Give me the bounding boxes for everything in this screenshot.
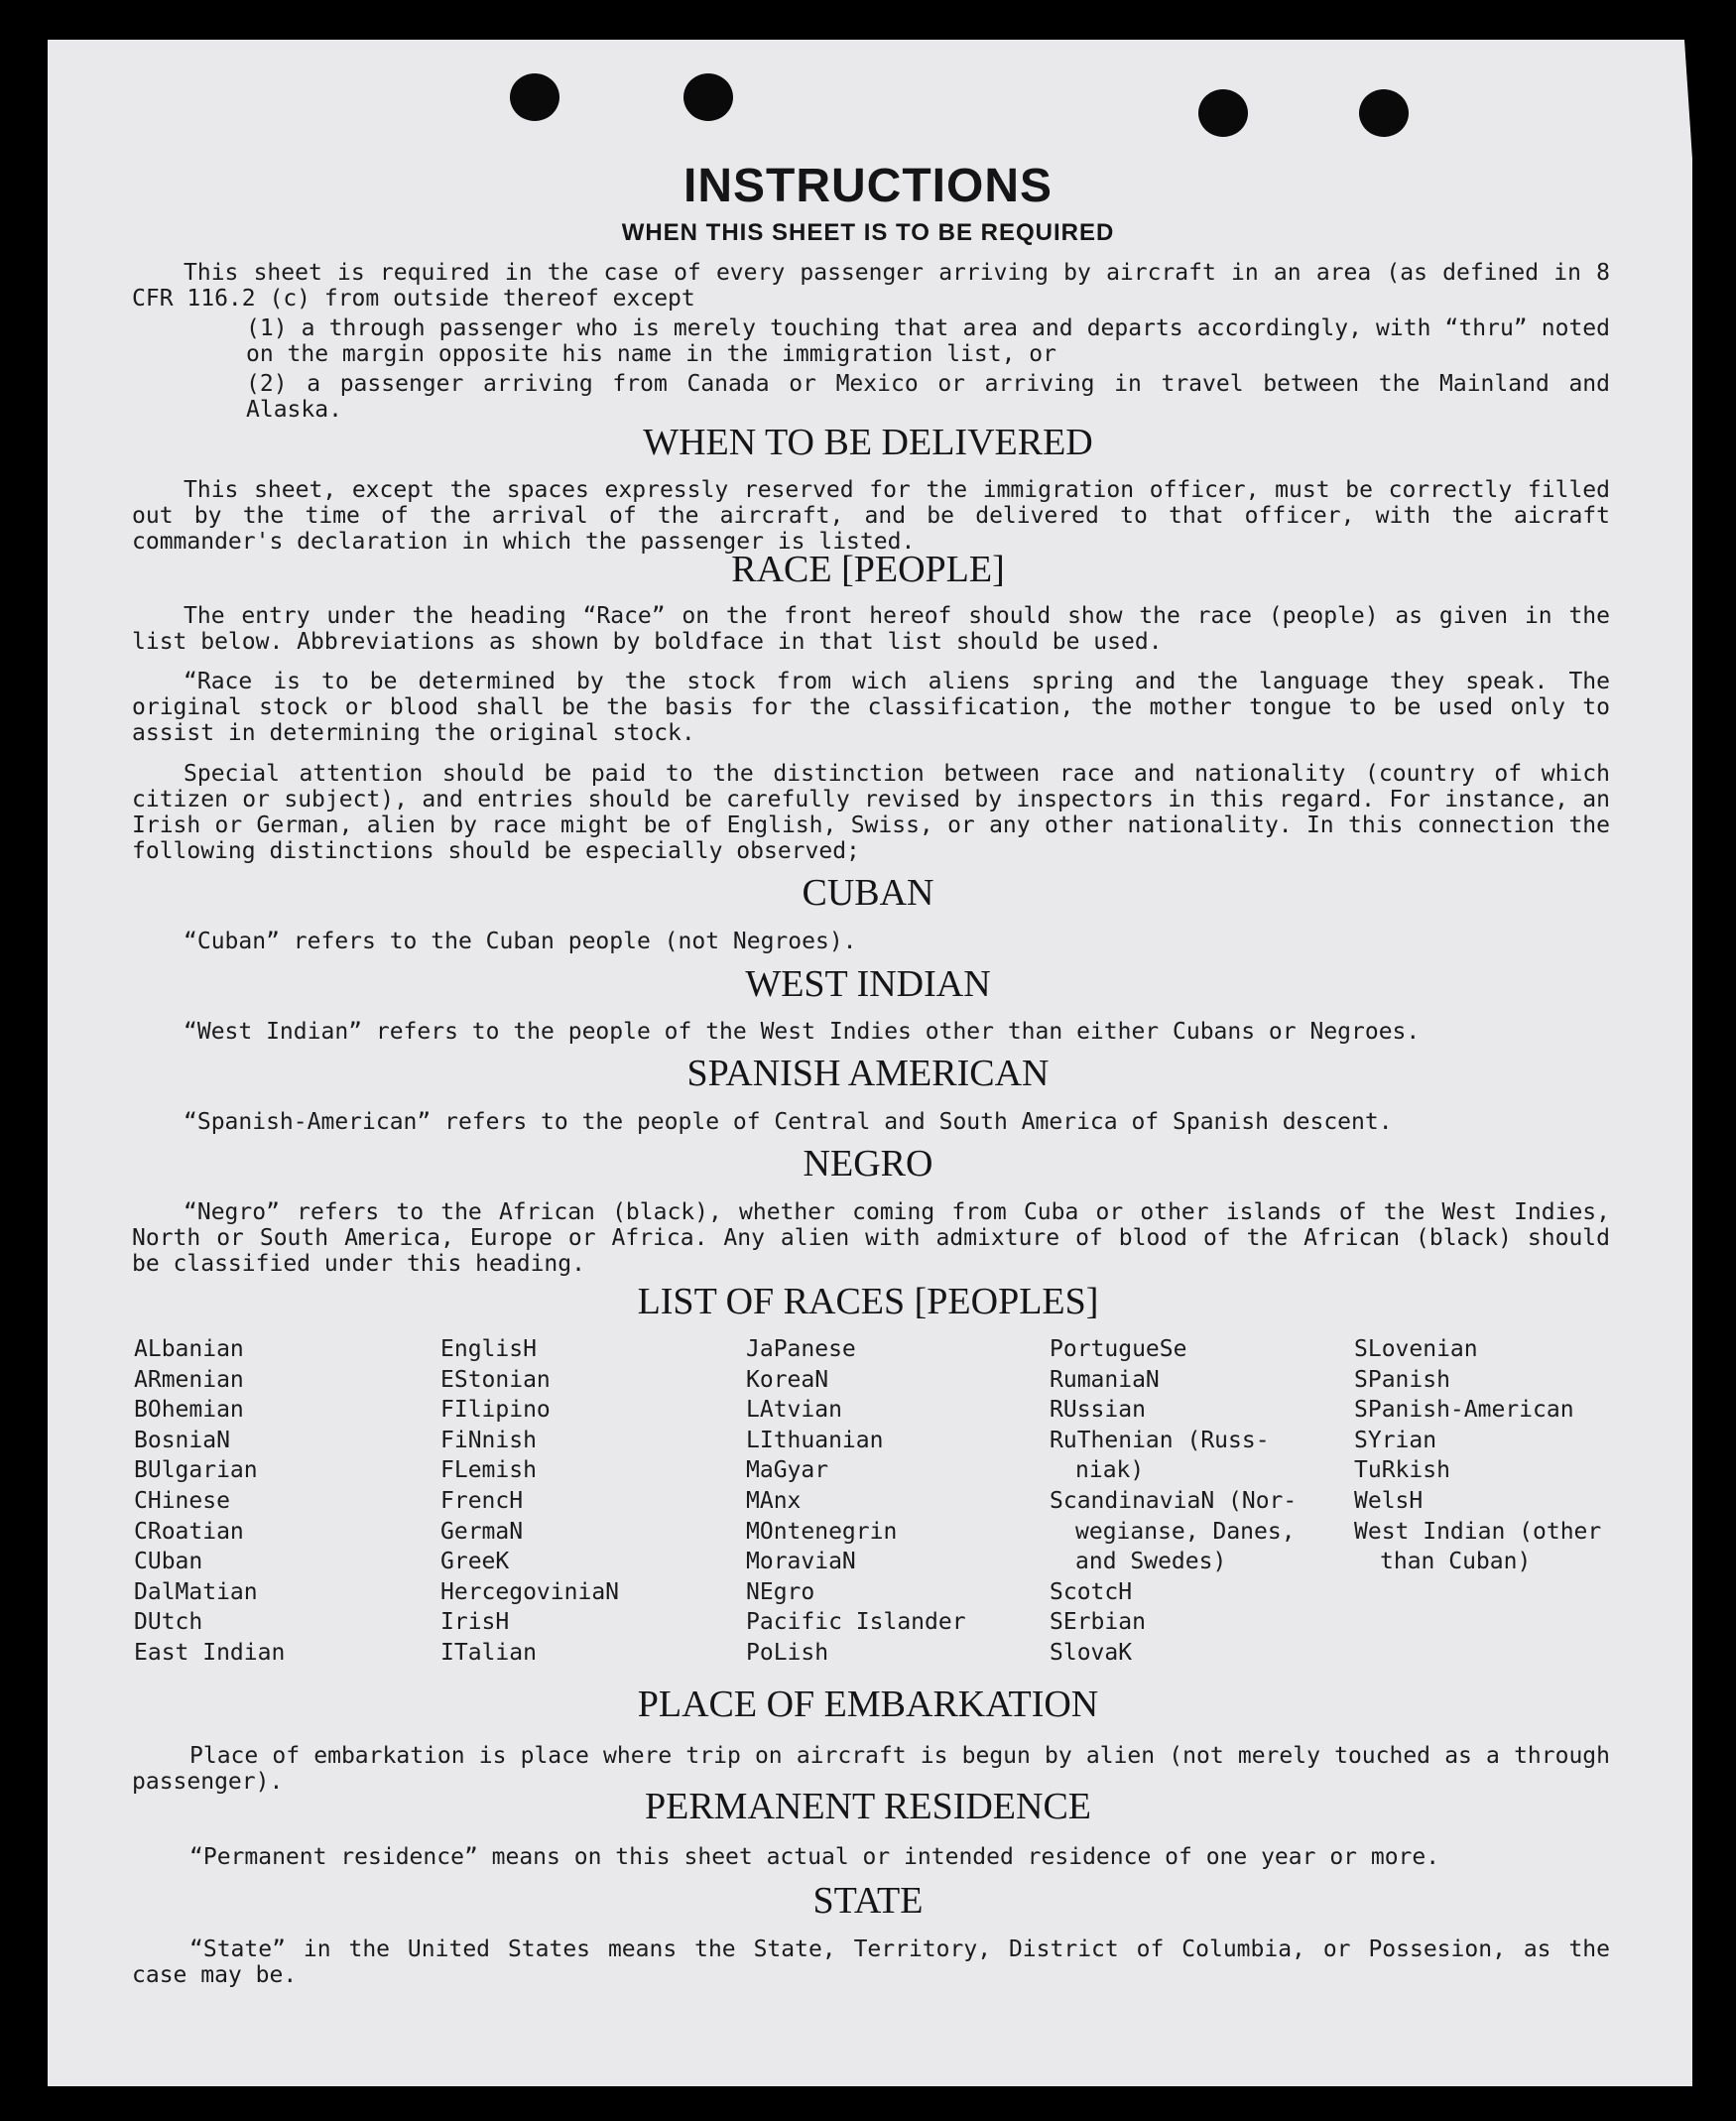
races-column-4 xyxy=(1050,1334,1297,1669)
race-item: MAnx xyxy=(746,1487,802,1514)
section-heading-cuban: CUBAN xyxy=(802,872,934,914)
race-item: ScandinaviaN (Nor- xyxy=(1050,1487,1298,1514)
race-item: CUban xyxy=(134,1549,203,1575)
race-item: CRoatian xyxy=(134,1518,244,1545)
race-item: SLovenian xyxy=(1354,1336,1478,1362)
race-paragraph-2: “Race is to be determined by the stock from wich aliens spring and the language they speak. The original stock or blood shall be the basis for the classification, the mother tongue to be used only to assist in determining the original stock. xyxy=(132,669,1610,746)
race-item: East Indian xyxy=(134,1639,286,1666)
race-item: ALbanian xyxy=(134,1336,244,1362)
punch-hole xyxy=(1359,89,1409,137)
race-item: wegianse, Danes, xyxy=(1075,1518,1296,1545)
race-item: LAtvian xyxy=(746,1397,842,1424)
page-subtitle: WHEN THIS SHEET IS TO BE REQUIRED xyxy=(621,219,1115,246)
race-item: MoraviaN xyxy=(746,1549,856,1575)
race-item: MaGyar xyxy=(746,1457,829,1484)
race-item: ScotcH xyxy=(1050,1578,1133,1605)
races-column-3 xyxy=(746,1334,966,1669)
spanish-american-text: “Spanish-American” refers to the people of Central and South America of Spanish descent. xyxy=(184,1109,1393,1135)
race-item: MOntenegrin xyxy=(746,1518,898,1545)
race-item: FIlipino xyxy=(440,1397,551,1424)
negro-text: “Negro” refers to the African (black), whether coming from Cuba or other islands of the West Indies, North or South America, Europe or Africa. Any alien with admixture of blood of the African (black) should be classified under this heading. xyxy=(132,1199,1610,1277)
races-column-5 xyxy=(1354,1334,1601,1577)
section-heading-race: RACE [PEOPLE] xyxy=(731,549,1005,590)
race-item: SPanish-American xyxy=(1354,1397,1574,1424)
race-item: NEgro xyxy=(746,1578,815,1605)
race-item: and Swedes) xyxy=(1075,1549,1227,1575)
intro-paragraph: This sheet is required in the case of every passenger arriving by aircraft in an area (as defined in 8 CFR 116.2 (c) from outside thereof except xyxy=(132,260,1610,312)
race-item: BosniaN xyxy=(134,1427,230,1453)
race-item: GreeK xyxy=(440,1549,510,1575)
residence-text: “Permanent residence” means on this sheet actual or intended residence of one year or more. xyxy=(189,1844,1440,1870)
races-column-2 xyxy=(440,1334,619,1669)
race-item: DalMatian xyxy=(134,1578,258,1605)
race-item: BUlgarian xyxy=(134,1457,258,1484)
delivered-text: This sheet, except the spaces expressly reserved for the immigration officer, must be correctly filled out by the time of the arrival of the aircraft, and be delivered to that officer, with the aicraft commander's declaration in which the passenger is listed. xyxy=(132,477,1610,555)
section-heading-delivered: WHEN TO BE DELIVERED xyxy=(643,422,1093,463)
race-item: Pacific Islander xyxy=(746,1609,966,1636)
race-item: FrencH xyxy=(440,1487,524,1514)
exception-2: (2) a passenger arriving from Canada or Mexico or arriving in travel between the Mainland and Alaska. xyxy=(246,371,1610,423)
race-paragraph-1: The entry under the heading “Race” on the front hereof should show the race (people) as given in the list below. Abbreviations as shown by boldface in that list should be used. xyxy=(132,603,1610,655)
section-heading-races: LIST OF RACES [PEOPLES] xyxy=(637,1281,1099,1322)
section-heading-negro: NEGRO xyxy=(803,1143,933,1185)
embarkation-text: Place of embarkation is place where trip on aircraft is begun by alien (not merely touched as a through passenger). xyxy=(132,1743,1610,1795)
race-item: RumaniaN xyxy=(1050,1366,1160,1393)
race-item: EStonian xyxy=(440,1366,551,1393)
race-item: FLemish xyxy=(440,1457,537,1484)
races-column-1 xyxy=(134,1334,285,1669)
punch-hole xyxy=(683,73,733,121)
race-item: niak) xyxy=(1075,1457,1145,1484)
race-item: PortugueSe xyxy=(1050,1336,1187,1362)
race-item: SPanish xyxy=(1354,1366,1450,1393)
race-paragraph-3: Special attention should be paid to the distinction between race and nationality (country of which citizen or subject), and entries should be carefully revised by inspectors in this regard. For instance, an Irish or German, alien by race might be of English, Swiss, or any other nationality. In this connection the following distinctions should be especially observed; xyxy=(132,761,1610,864)
race-item: RUssian xyxy=(1050,1397,1146,1424)
state-text: “State” in the United States means the State, Territory, District of Columbia, or Possesion, as the case may be. xyxy=(132,1936,1610,1988)
race-item: KoreaN xyxy=(746,1366,829,1393)
race-item: West Indian (other xyxy=(1354,1518,1602,1545)
section-heading-embarkation: PLACE OF EMBARKATION xyxy=(637,1684,1099,1725)
race-item: GermaN xyxy=(440,1518,524,1545)
race-item: EnglisH xyxy=(440,1336,537,1362)
west-indian-text: “West Indian” refers to the people of the West Indies other than either Cubans or Negroes. xyxy=(184,1019,1421,1045)
race-item: ARmenian xyxy=(134,1366,244,1393)
race-item: WelsH xyxy=(1354,1487,1424,1514)
cuban-text: “Cuban” refers to the Cuban people (not Negroes). xyxy=(184,929,857,954)
race-item: HercegoviniaN xyxy=(440,1578,620,1605)
section-heading-state: STATE xyxy=(812,1880,924,1922)
punch-hole xyxy=(510,73,559,121)
race-item: SYrian xyxy=(1354,1427,1437,1453)
race-item: JaPanese xyxy=(746,1336,856,1362)
race-item: LIthuanian xyxy=(746,1427,884,1453)
race-item: DUtch xyxy=(134,1609,203,1636)
race-item: than Cuban) xyxy=(1380,1549,1532,1575)
race-item: RuThenian (Russ- xyxy=(1050,1427,1270,1453)
punch-hole xyxy=(1198,89,1248,137)
race-item: CHinese xyxy=(134,1487,230,1514)
exception-1: (1) a through passenger who is merely touching that area and departs accordingly, with “thru” noted on the margin opposite his name in the immigration list, or xyxy=(246,315,1610,367)
race-item: FiNnish xyxy=(440,1427,537,1453)
race-item: IrisH xyxy=(440,1609,510,1636)
section-heading-residence: PERMANENT RESIDENCE xyxy=(644,1786,1092,1827)
section-heading-spanish-american: SPANISH AMERICAN xyxy=(686,1053,1050,1094)
race-item: BOhemian xyxy=(134,1397,244,1424)
race-item: TuRkish xyxy=(1354,1457,1450,1484)
race-item: SErbian xyxy=(1050,1609,1146,1636)
race-item: PoLish xyxy=(746,1639,829,1666)
section-heading-west-indian: WEST INDIAN xyxy=(745,963,991,1005)
page-title: INSTRUCTIONS xyxy=(683,160,1053,212)
race-item: SlovaK xyxy=(1050,1639,1133,1666)
race-item: ITalian xyxy=(440,1639,537,1666)
